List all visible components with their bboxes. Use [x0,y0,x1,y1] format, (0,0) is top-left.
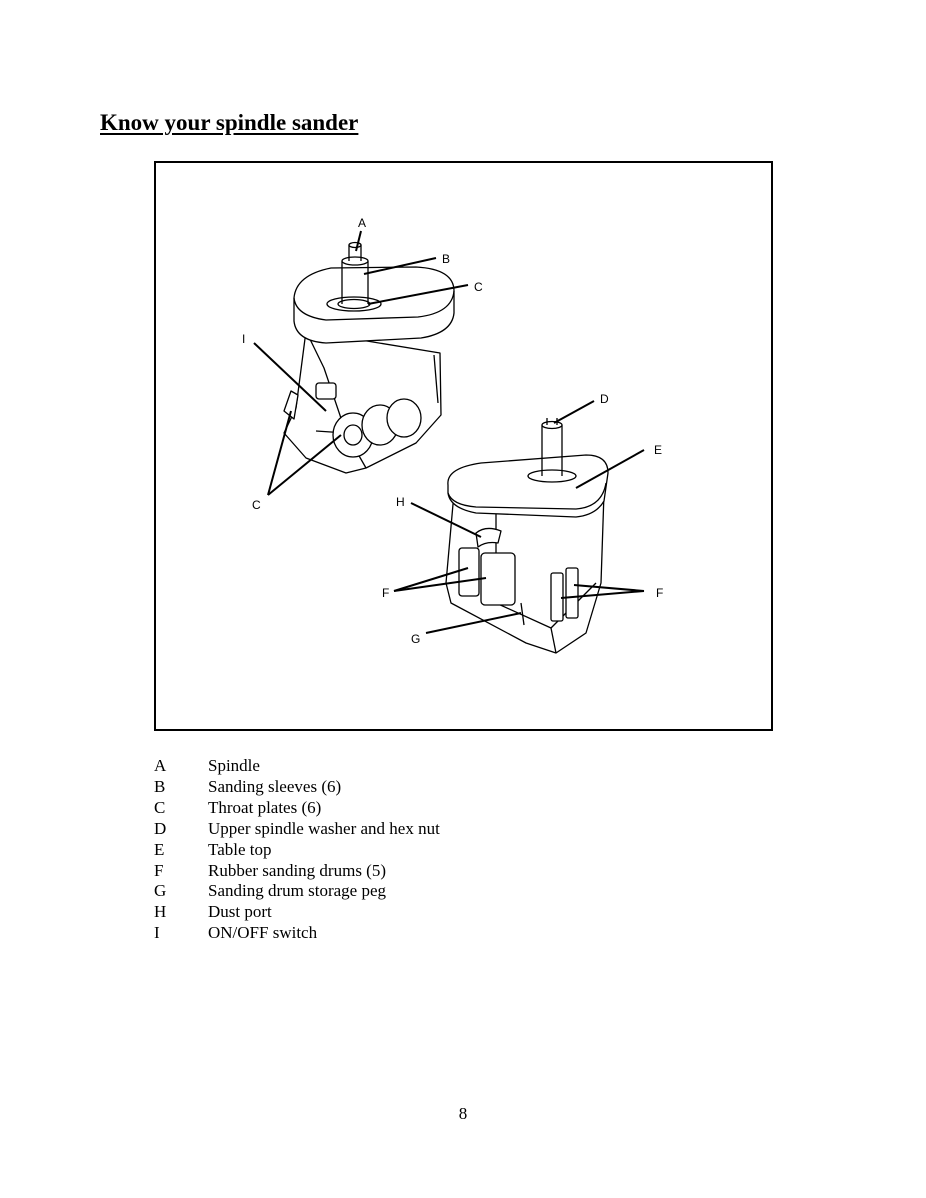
legend-row [154,819,440,840]
legend-row [154,881,440,902]
legend-key: A [154,756,167,775]
callout-d: D [600,392,609,406]
callout-f-left: F [382,586,390,600]
callout-a: A [358,216,367,230]
sander-rear-view [446,418,608,653]
callout-c: C [474,280,483,294]
callout-g: G [411,632,421,646]
legend-key: E [154,839,165,859]
page-title: Know your spindle sander [100,110,359,135]
page-number: 8 [458,1104,468,1123]
legend-row [154,798,440,819]
legend-text: Sanding sleeves (6) [208,776,342,796]
legend-text: Dust port [208,902,272,922]
legend-key: F [154,860,164,880]
legend-key: B [154,776,166,796]
legend-row [154,923,440,944]
legend-text: Table top [208,839,272,859]
parts-diagram [154,161,773,731]
callout-b: B [442,252,451,266]
callout-c-lower: C [252,498,261,512]
legend-text: Spindle [208,756,260,775]
callout-e: E [654,443,663,457]
legend-row [154,777,440,798]
sander-front-view [284,243,454,474]
legend-row [154,861,440,882]
legend-key: C [154,797,166,817]
spindle-sander-illustration [156,163,771,729]
legend-row [154,756,440,777]
legend-row [154,902,440,923]
legend-key: I [154,923,160,943]
parts-legend [154,756,440,944]
legend-key: H [154,902,167,922]
legend-text: Throat plates (6) [208,797,322,817]
legend-text: Upper spindle washer and hex nut [208,818,440,838]
legend-key: G [154,881,167,901]
legend-text: Sanding drum storage peg [208,881,386,901]
legend-text: ON/OFF switch [208,923,318,943]
legend-text: Rubber sanding drums (5) [208,860,387,880]
legend-row [154,840,440,861]
legend-key: D [154,818,167,838]
callout-i: I [242,332,246,346]
callout-h: H [396,495,405,509]
callout-f-right: F [656,586,664,600]
